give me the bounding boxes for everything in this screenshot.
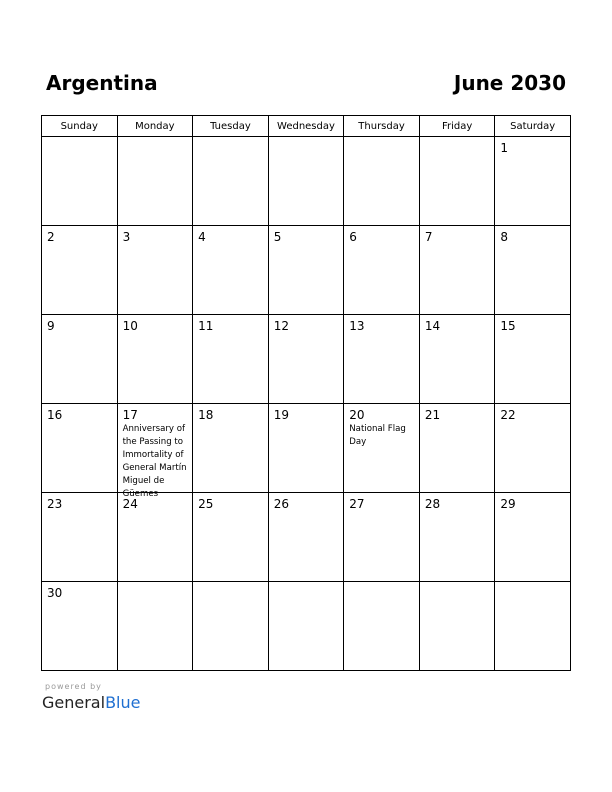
day-cell [344, 404, 420, 493]
holiday-label: Anniversary of the Passing to Immortality of General Martín Miguel de Güemes [122, 424, 187, 499]
day-number: 10 [122, 319, 138, 333]
day-cell [419, 137, 495, 226]
day-cell [344, 137, 420, 226]
day-cell [419, 226, 495, 315]
day-number: 5 [273, 230, 282, 244]
day-cell [419, 582, 495, 671]
day-cell [419, 315, 495, 404]
day-cell [117, 226, 193, 315]
day-cell [117, 582, 193, 671]
day-number: 3 [122, 230, 131, 244]
day-number: 14 [424, 319, 441, 333]
day-cell [42, 137, 118, 226]
day-cell [268, 582, 344, 671]
weekday-header: Friday [419, 116, 495, 137]
week-row [42, 582, 571, 671]
day-number: 8 [500, 230, 509, 244]
day-number: 24 [122, 497, 138, 511]
week-row [42, 315, 571, 404]
day-number: 16 [47, 408, 63, 422]
weekday-header-row [42, 116, 571, 137]
day-number: 13 [349, 319, 365, 333]
day-number: 7 [424, 230, 433, 244]
day-cell [344, 315, 420, 404]
calendar-country-title: Argentina [46, 71, 158, 95]
day-number: 27 [349, 497, 365, 511]
day-cell [268, 137, 344, 226]
calendar-body [42, 137, 571, 671]
day-cell [268, 226, 344, 315]
day-cell [117, 315, 193, 404]
day-number: 18 [198, 408, 214, 422]
day-cell [117, 404, 193, 499]
day-number: 20 [349, 408, 365, 422]
day-cell [495, 404, 571, 493]
day-cell [117, 137, 193, 226]
day-cell [495, 493, 571, 582]
week-row [42, 137, 571, 226]
week-row [42, 493, 571, 582]
day-cell [419, 493, 495, 582]
day-number: 21 [424, 408, 441, 422]
calendar-grid [41, 115, 571, 671]
day-number: 19 [273, 408, 289, 422]
weekday-header: Wednesday [268, 116, 344, 137]
holiday-label: National Flag Day [349, 424, 406, 447]
generalblue-logo [42, 693, 140, 712]
day-cell [42, 404, 118, 493]
day-cell [42, 226, 118, 315]
day-number: 22 [500, 408, 516, 422]
powered-by-label: powered by [45, 682, 102, 691]
day-number: 23 [47, 497, 63, 511]
day-cell [495, 315, 571, 404]
day-cell [344, 226, 420, 315]
day-number: 25 [198, 497, 214, 511]
logo-text-blue: Blue [105, 693, 141, 712]
day-cell [495, 137, 571, 226]
day-number: 26 [273, 497, 289, 511]
day-number: 12 [273, 319, 289, 333]
day-number: 15 [500, 319, 516, 333]
day-number: 28 [424, 497, 441, 511]
day-number: 9 [47, 319, 55, 333]
day-cell [42, 493, 118, 582]
calendar-month-title: June 2030 [453, 71, 566, 95]
day-cell [193, 315, 269, 404]
weekday-header: Tuesday [193, 116, 269, 137]
day-cell [495, 226, 571, 315]
day-cell [117, 493, 193, 582]
day-cell [193, 137, 269, 226]
logo-text-general: General [42, 693, 106, 712]
day-number: 4 [198, 230, 206, 244]
day-cell [268, 315, 344, 404]
day-number: 6 [349, 230, 357, 244]
day-cell [193, 226, 269, 315]
day-number: 1 [500, 141, 509, 155]
day-cell [344, 493, 420, 582]
week-row [42, 404, 571, 493]
day-cell [268, 493, 344, 582]
day-cell [268, 404, 344, 493]
weekday-header: Sunday [42, 116, 118, 137]
day-cell [344, 582, 420, 671]
day-number: 29 [500, 497, 516, 511]
day-cell [42, 582, 118, 671]
day-cell [495, 582, 571, 671]
day-number: 30 [47, 586, 63, 600]
day-number: 2 [47, 230, 55, 244]
day-cell [193, 404, 269, 493]
day-cell [193, 582, 269, 671]
week-row [42, 226, 571, 315]
day-cell [419, 404, 495, 493]
day-cell [42, 315, 118, 404]
weekday-header: Saturday [495, 116, 571, 137]
day-cell [193, 493, 269, 582]
weekday-header: Thursday [344, 116, 420, 137]
weekday-header: Monday [117, 116, 193, 137]
day-number: 11 [198, 319, 214, 333]
day-number: 17 [122, 408, 138, 422]
